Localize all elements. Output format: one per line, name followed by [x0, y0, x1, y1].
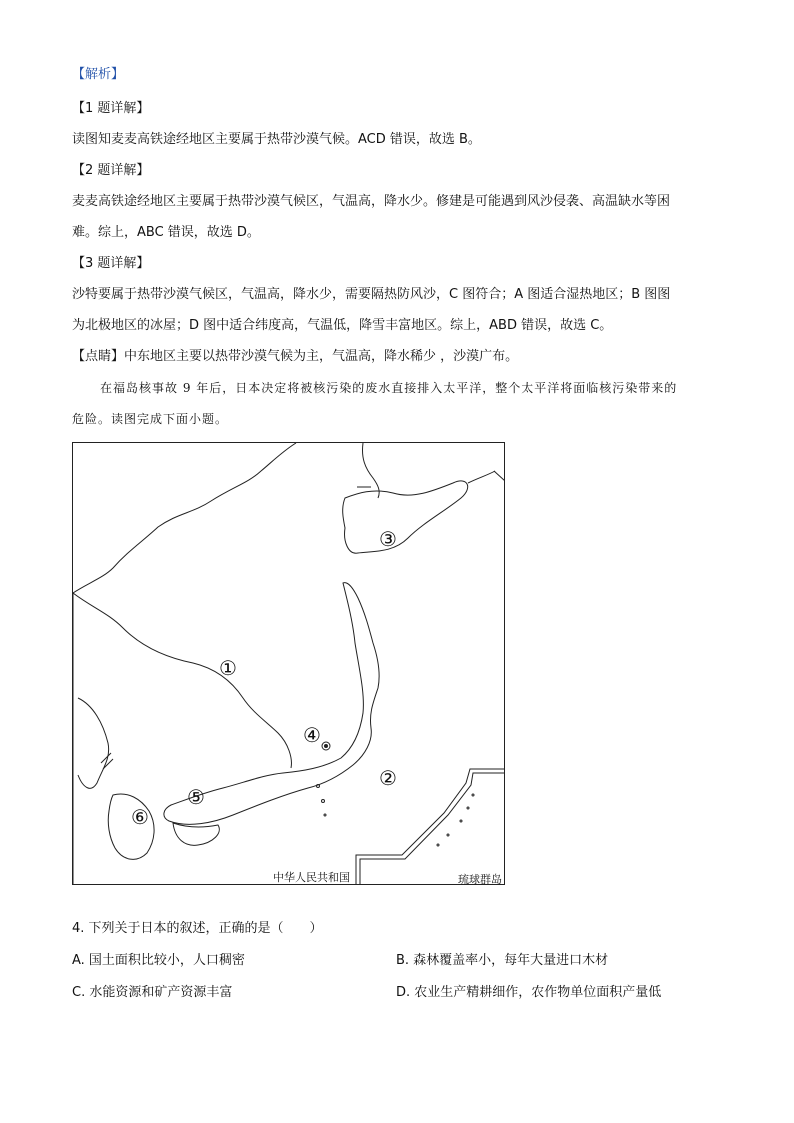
analysis-header: 【解析】: [72, 67, 125, 82]
option-a: A. 国土面积比较小，人口稠密: [72, 953, 245, 968]
key-point-header: 【点睛】: [72, 349, 125, 364]
option-c: C. 水能资源和矿产资源丰富: [72, 985, 233, 1000]
label-ryukyu: 琉球群岛: [458, 873, 502, 885]
intro-line2: 危险。读图完成下面小题。: [72, 412, 229, 426]
q1-body: 读图知麦麦高铁途经地区主要属于热带沙漠气候。ACD 错误，故选 B。: [72, 132, 481, 147]
marker-5: ⑤: [187, 785, 205, 809]
q3-header: 【3 题详解】: [72, 256, 150, 271]
q1-header: 【1 题详解】: [72, 101, 150, 116]
label-prc: 中华人民共和国: [273, 871, 350, 884]
marker-2: ②: [379, 766, 397, 790]
q2-body-line2: 难。综上，ABC 错误，故选 D。: [72, 225, 260, 240]
option-b: B. 森林覆盖率小，每年大量进口木材: [396, 953, 609, 968]
key-point-body: 中东地区主要以热带沙漠气候为主，气温高，降水稀少 ，沙漠广布。: [124, 349, 519, 364]
question4-stem: 4. 下列关于日本的叙述，正确的是（ ）: [72, 921, 323, 936]
q3-body-line2: 为北极地区的冰屋；D 图中适合纬度高，气温低，降雪丰富地区。综上，ABD 错误，故选 C。: [72, 318, 613, 333]
marker-1: ①: [219, 656, 237, 680]
marker-6: ⑥: [131, 805, 149, 829]
marker-3: ③: [379, 527, 397, 551]
q3-body-line1: 沙特要属于热带沙漠气候区，气温高，降水少，需要隔热防风沙，C 图符合；A 图适合湿热地区；B 图图: [72, 287, 671, 302]
option-d: D. 农业生产精耕细作，农作物单位面积产量低: [396, 985, 662, 1000]
marker-4: ④: [303, 723, 321, 747]
intro-line1: 在福岛核事故 9 年后，日本决定将被核污染的废水直接排入太平洋，整个太平洋将面临核污染带来的: [100, 381, 678, 395]
q2-body-line1: 麦麦高铁途经地区主要属于热带沙漠气候区，气温高，降水少。修建是可能遇到风沙侵袭、高温缺水等困: [72, 194, 671, 209]
q2-header: 【2 题详解】: [72, 163, 150, 178]
key-point: [72, 348, 518, 366]
japan-map: [72, 442, 505, 885]
